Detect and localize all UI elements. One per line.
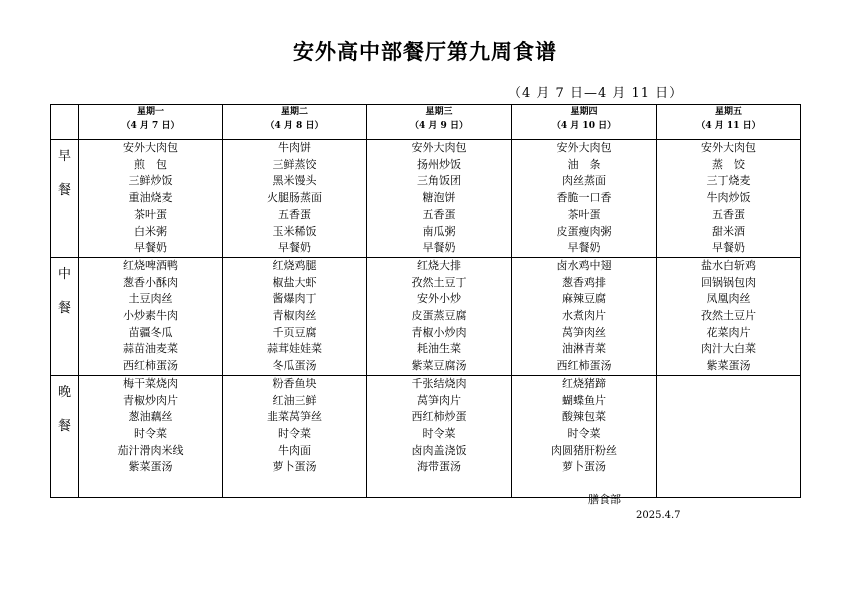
menu-cell [512, 257, 657, 375]
day-header-thu [512, 105, 657, 140]
dish-item: 重油烧麦 [128, 191, 173, 205]
menu-cell [79, 140, 223, 258]
dish-item: 早餐奶 [134, 241, 167, 255]
meal-label [51, 375, 79, 497]
menu-cell [79, 375, 223, 497]
dish-item: 安外大肉包 [556, 141, 612, 154]
dish-item: 孜然土豆丁 [411, 275, 467, 289]
dish-item: 早餐奶 [712, 241, 745, 255]
dish-item: 皮蛋蒸豆腐 [411, 309, 467, 323]
menu-cell [223, 375, 367, 497]
footer-date: 2025.4.7 [636, 510, 681, 521]
dish-item: 玉米稀饭 [272, 224, 317, 238]
day-date: （4 月 10 日） [551, 121, 617, 131]
dish-item: 西红柿蛋汤 [123, 359, 178, 373]
dish-item: 肉丝蒸面 [562, 174, 606, 188]
dish-item: 红烧大排 [417, 258, 461, 272]
dish-item: 麻辣豆腐 [562, 292, 606, 306]
dish-item: 海带蛋汤 [417, 460, 461, 474]
dish-item: 葱油藕丝 [128, 410, 173, 424]
date-range: （4 月 7 日—4 月 11 日） [508, 86, 684, 101]
dish-item: 三角饭团 [417, 174, 461, 188]
dish-item: 安外小炒 [417, 292, 461, 306]
dish-item: 萝卜蛋汤 [562, 460, 606, 474]
menu-cell [512, 140, 657, 258]
dish-item: 五香蛋 [712, 207, 745, 221]
dish-item: 青椒肉丝 [272, 309, 317, 323]
dish-item: 时令菜 [278, 426, 311, 440]
dish-item: 三鲜蒸饺 [272, 157, 317, 171]
day-header-fri [657, 105, 801, 140]
dish-item: 牛肉炒饭 [706, 191, 751, 205]
dish-item: 萝卜蛋汤 [272, 460, 317, 474]
meal-label-char: 餐 [57, 300, 71, 316]
day-date: （4 月 8 日） [265, 121, 324, 131]
dish-item: 扬州炒饭 [417, 157, 461, 171]
dish-item: 安外大肉包 [411, 141, 467, 154]
dish-item: 紫菜蛋汤 [128, 460, 173, 474]
dish-item: 白米粥 [134, 224, 167, 238]
dish-item: 莴笋肉丝 [562, 325, 606, 339]
meal-row-dinner [51, 375, 801, 497]
day-name: 星期一 [136, 107, 164, 117]
dish-item: 粉香鱼块 [272, 376, 317, 390]
menu-cell [223, 140, 367, 258]
dish-item: 卤水鸡中翅 [556, 258, 612, 272]
dish-item: 紫菜蛋汤 [706, 359, 751, 373]
dish-item: 水煮肉片 [562, 309, 606, 323]
dish-item: 葱香小酥肉 [123, 275, 178, 289]
dish-item: 耗油生菜 [417, 342, 461, 356]
dish-item: 三丁烧麦 [706, 174, 751, 188]
dish-item: 茄汁滑肉米线 [117, 443, 184, 457]
dish-item: 五香蛋 [278, 207, 311, 221]
dish-item: 油淋青菜 [562, 342, 606, 356]
dish-item: 卤肉盖浇饭 [411, 443, 467, 457]
dish-item: 安外大肉包 [123, 141, 178, 154]
dish-item: 酱爆肉丁 [272, 292, 317, 306]
dish-item: 盐水白斩鸡 [701, 258, 756, 272]
dish-item: 牛肉饼 [278, 141, 311, 154]
dish-item: 莴笋肉片 [417, 393, 461, 407]
menu-cell [367, 257, 512, 375]
day-name: 星期五 [714, 107, 742, 117]
corner-cell [51, 105, 79, 140]
menu-cell [367, 140, 512, 258]
dish-item: 葱香鸡排 [562, 275, 606, 289]
dish-item: 黑米馒头 [272, 174, 317, 188]
dish-item: 冬瓜蛋汤 [272, 359, 317, 373]
dish-item: 韭菜莴笋丝 [267, 410, 322, 424]
meal-label-char: 晚 [57, 384, 71, 400]
dish-item: 红烧鸡腿 [272, 258, 317, 272]
dish-item: 回锅锅包肉 [701, 275, 756, 289]
dish-item: 青椒炒肉片 [123, 393, 178, 407]
dish-item: 茶叶蛋 [567, 207, 601, 221]
day-name: 星期二 [280, 107, 308, 117]
dish-item: 牛肉面 [278, 443, 311, 457]
menu-cell [657, 375, 801, 497]
dish-item: 茶叶蛋 [134, 207, 167, 221]
dish-item: 梅干菜烧肉 [123, 376, 178, 390]
day-date: （4 月 9 日） [410, 121, 468, 131]
dish-item: 时令菜 [422, 426, 456, 440]
header-row [51, 105, 801, 140]
meal-label-char: 餐 [57, 183, 71, 198]
day-header-tue [223, 105, 367, 140]
dish-item: 红烧猪蹄 [562, 376, 606, 390]
menu-cell [657, 257, 801, 375]
dish-item: 油 条 [567, 157, 601, 171]
dish-item: 时令菜 [567, 426, 601, 440]
dish-item: 南瓜粥 [422, 224, 456, 238]
day-name: 星期四 [570, 107, 598, 117]
day-date: （4 月 11 日） [696, 121, 761, 131]
day-date: （4 月 7 日） [121, 121, 180, 131]
dish-item: 土豆肉丝 [128, 292, 173, 306]
dish-item: 紫菜豆腐汤 [411, 359, 467, 373]
menu-cell [657, 140, 801, 258]
dish-item: 孜然土豆片 [701, 309, 756, 323]
dish-item: 三鲜炒饭 [128, 174, 173, 188]
meal-label-char: 中 [57, 266, 71, 282]
menu-cell [223, 257, 367, 375]
dish-item: 小炒素牛肉 [123, 309, 178, 323]
dish-item: 红烧啤酒鸭 [123, 258, 178, 272]
meal-label [51, 140, 79, 258]
dish-item: 椒盐大虾 [272, 275, 317, 289]
dish-item: 早餐奶 [278, 241, 311, 255]
meal-row-lunch [51, 257, 801, 375]
dish-item: 红油三鲜 [272, 393, 317, 407]
dish-item: 早餐奶 [567, 241, 601, 255]
day-name: 星期三 [425, 107, 453, 117]
dish-item: 肉圆猪肝粉丝 [551, 443, 617, 457]
dish-item: 酸辣包菜 [562, 410, 606, 424]
menu-cell [79, 257, 223, 375]
dish-item: 糖泡饼 [422, 191, 456, 205]
meal-label [51, 257, 79, 375]
dish-item: 安外大肉包 [701, 141, 756, 154]
dish-item: 五香蛋 [422, 207, 456, 221]
menu-cell [512, 375, 657, 497]
footer-dept: 膳食部 [588, 493, 621, 506]
meal-label-char: 早 [57, 149, 71, 164]
dish-item: 苗疆冬瓜 [128, 325, 173, 339]
dish-item: 肉汁大白菜 [701, 342, 756, 356]
dish-item: 皮蛋瘦肉粥 [556, 224, 612, 238]
dish-item: 早餐奶 [422, 241, 456, 255]
dish-item: 千页豆腐 [272, 325, 317, 339]
meal-row-breakfast [51, 140, 801, 258]
dish-item: 甜米酒 [712, 224, 745, 238]
dish-item: 西红柿炒蛋 [411, 410, 467, 424]
dish-item: 花菜肉片 [706, 325, 751, 339]
dish-item: 西红柿蛋汤 [556, 359, 612, 373]
menu-table [50, 104, 801, 498]
dish-item: 蝴蝶鱼片 [562, 393, 606, 407]
menu-cell [367, 375, 512, 497]
dish-item: 蒸 饺 [712, 157, 745, 171]
dish-item: 蒜茸娃娃菜 [267, 342, 322, 356]
dish-item: 蒜苗油麦菜 [123, 342, 178, 356]
day-header-mon [79, 105, 223, 140]
dish-item: 香脆一口香 [556, 191, 612, 205]
day-header-wed [367, 105, 512, 140]
meal-label-char: 餐 [57, 418, 71, 434]
dish-item: 青椒小炒肉 [411, 325, 467, 339]
page-title: 安外高中部餐厅第九周食谱 [293, 40, 557, 64]
dish-item: 煎 包 [134, 157, 167, 171]
dish-item: 火腿肠蒸面 [267, 191, 322, 205]
dish-item: 千张结烧肉 [411, 376, 467, 390]
dish-item: 时令菜 [134, 426, 167, 440]
dish-item: 凤凰肉丝 [706, 292, 751, 306]
